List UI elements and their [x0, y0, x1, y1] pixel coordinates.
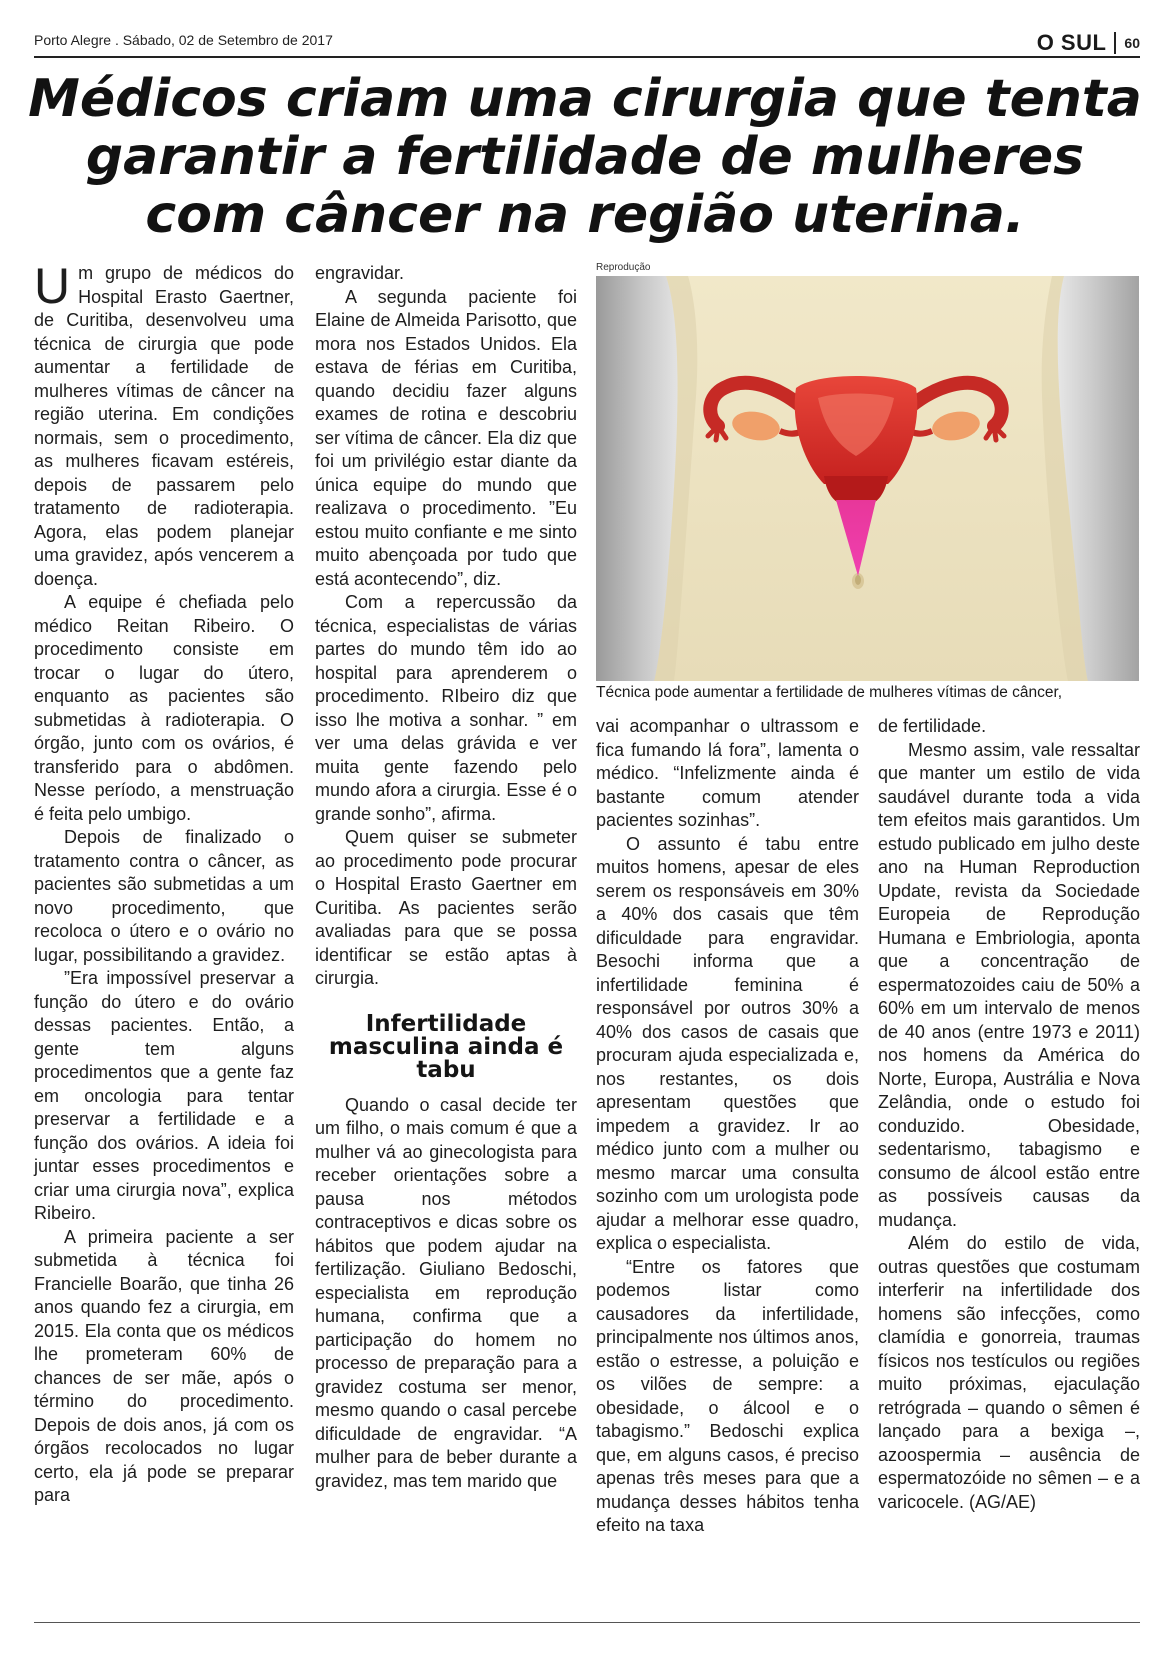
footer-rule	[34, 1622, 1140, 1623]
uterus-illustration-icon	[596, 276, 1139, 681]
photo-credit: Reprodução	[596, 262, 651, 273]
headline: Médicos criam uma cirurgia que tenta garantir a fertilidade de mulheres com câncer na região uterina.	[28, 69, 1142, 245]
header-right	[1037, 30, 1140, 56]
paragraph: Mesmo assim, vale ressaltar que manter um estilo de vida saudável durante toda a vida tem efeitos mais garantidos. Um estudo publicado em julho deste ano na Human Reproduction Update, revista da Sociedade Europeia de Reprodução Humana e Embriologia, aponta que a concentração de espermatozoides caiu de 50% a 60% em um intervalo de menos de 40 anos (entre 1973 e 2011) nos homens da América do Norte, Europa, Austrália e Nova Zelândia, onde o estudo foi conduzido. Obesidade, sedentarismo, tabagismo e consumo de álcool estão entre as possíveis causas da mudança.	[878, 739, 1140, 1230]
newspaper-brand: O SUL	[1036, 30, 1107, 55]
paragraph: Depois de finalizado o tratamento contra o câncer, as pacientes são submetidas a um novo procedimento, que recoloca o útero e o ovário no lugar, possibilitando a gravidez.	[34, 827, 294, 965]
paragraph-continued: vai acompanhar o ultrassom e fica fumando lá fora”, lamenta o médico. “Infelizmente ainda é bastante comum atender pacientes sozinhas”.	[596, 716, 859, 830]
paragraph: Além do estilo de vida, outras questões que costumam interferir na infertilidade dos homens são infecções, como clamídia e gonorreia, traumas físicos nos testículos ou regiões muito próximas, ejaculação retrógrada – quando o sêmen é lançado para a bexiga –, azoospermia – ausência de espermatozóide no sêmen – e a varicocele. (AG/AE)	[878, 1233, 1140, 1512]
section-subhead: Infertilidade masculina ainda é tabu	[328, 1010, 564, 1083]
paragraph: A equipe é chefiada pelo médico Reitan Ribeiro. O procedimento consiste em trocar o lugar do útero, enquanto as pacientes são submetidas à radioterapia. O órgão, junto com os ovários, é transferido para o abdômen. Nesse período, a menstruação é feita pelo umbigo.	[34, 592, 294, 824]
paragraph: A segunda paciente foi Elaine de Almeida Parisotto, que mora nos Estados Unidos. Ela estava de férias em Curitiba, quando decidiu fazer alguns exames de rotina e descobriu ser vítima de câncer. Ela diz que foi um privilégio estar diante da única equipe do mundo que realizava o procedimento. ”Eu estou muito confiante e me sinto muito abençoada por tudo que está acontecendo”, diz.	[315, 286, 577, 589]
photo-caption: Técnica pode aumentar a fertilidade de mulheres vítimas de câncer,	[596, 684, 1063, 701]
page-header	[34, 30, 1140, 58]
paragraph: Com a repercussão da técnica, especialistas de várias partes do mundo têm ido ao hospital para aprenderem o procedimento. RIbeiro diz que isso lhe motiva a sonhar. ” em ver uma delas grávida e ver muita gente fazendo pelo mundo afora a cirurgia. Esse é o grande sonho”, afirma.	[315, 592, 577, 824]
date-line: Porto Alegre . Sábado, 02 de Setembro de 2017	[34, 32, 333, 48]
drop-cap: U	[34, 258, 71, 314]
paragraph-continued: de fertilidade.	[878, 716, 987, 736]
article-photo	[596, 276, 1139, 681]
article-column-1	[34, 258, 294, 1508]
paragraph-text: m grupo de médicos do Hospital Erasto Gaertner, de Curitiba, desenvolveu uma técnica de cirurgia que pode aumentar a fertilidade de mulheres vítimas de câncer na região uterina. Em condições normais, sem o procedimento, as mulheres ficavam estéreis, depois de passarem pelo tratamento de radioterapia. Agora, elas podem planejar uma gravidez, após vencerem a doença.	[34, 263, 294, 589]
paragraph: O assunto é tabu entre muitos homens, apesar de eles serem os responsáveis em 30% a 40% dos casais que têm dificuldade para engravidar. Besochi informa que a infertilidade feminina é responsável por outros 30% a 40% dos casos de casais que procuram ajuda especializada e, nos restantes, os dois apresentam questões que impedem a gravidez. Ir ao médico junto com a mulher ou mesmo marcar uma consulta sozinho com um urologista pode ajudar a melhorar esse quadro, explica o especialista.	[596, 833, 859, 1253]
page-number: 60	[1124, 35, 1140, 51]
paragraph-continued: engravidar.	[315, 263, 405, 283]
paragraph: Quando o casal decide ter um filho, o mais comum é que a mulher vá ao ginecologista para receber orientações sobre a pausa nos métodos contraceptivos e dicas sobre os hábitos que podem ajudar na fertilização. Giuliano Bedoschi, especialista em reprodução humana, confirma que a participação do homem no processo de preparação para a gravidez costuma ser menor, mesmo quando o casal percebe dificuldade de engravidar. “A mulher para de beber durante a gravidez, mas tem marido que	[315, 1094, 577, 1491]
header-divider	[1114, 32, 1116, 54]
article-column-3	[596, 715, 859, 1538]
article-column-2	[315, 262, 577, 1493]
paragraph: “Entre os fatores que podemos listar como causadores da infertilidade, principalmente nos últimos anos, estão o estresse, a poluição e os vilões de sempre: a obesidade, o álcool e o tabagismo.” Bedoschi explica que, em alguns casos, é preciso apenas três meses para que a mudança desses hábitos tenha efeito na taxa	[596, 1256, 859, 1535]
paragraph: ”Era impossível preservar a função do útero e do ovário dessas pacientes. Então, a gente tem alguns procedimentos que a gente faz em oncologia para tentar preservar a fertilidade e a função dos ovários. A ideia foi juntar esses procedimentos e criar uma cirurgia nova”, explica Ribeiro.	[34, 968, 294, 1223]
article-column-4	[878, 715, 1140, 1514]
paragraph	[34, 258, 294, 591]
paragraph: Quem quiser se submeter ao procedimento pode procurar o Hospital Erasto Gaertner em Curitiba. As pacientes serão avaliadas para que se possa identificar se estão aptas à cirurgia.	[315, 827, 577, 988]
paragraph: A primeira paciente a ser submetida à técnica foi Francielle Boarão, que tinha 26 anos quando fez a cirurgia, em 2015. Ela conta que os médicos lhe prometeram 60% de chances de ser mãe, após o término do procedimento. Depois de dois anos, já com os órgãos recolocados no lugar certo, ela já pode se preparar para	[34, 1226, 294, 1505]
